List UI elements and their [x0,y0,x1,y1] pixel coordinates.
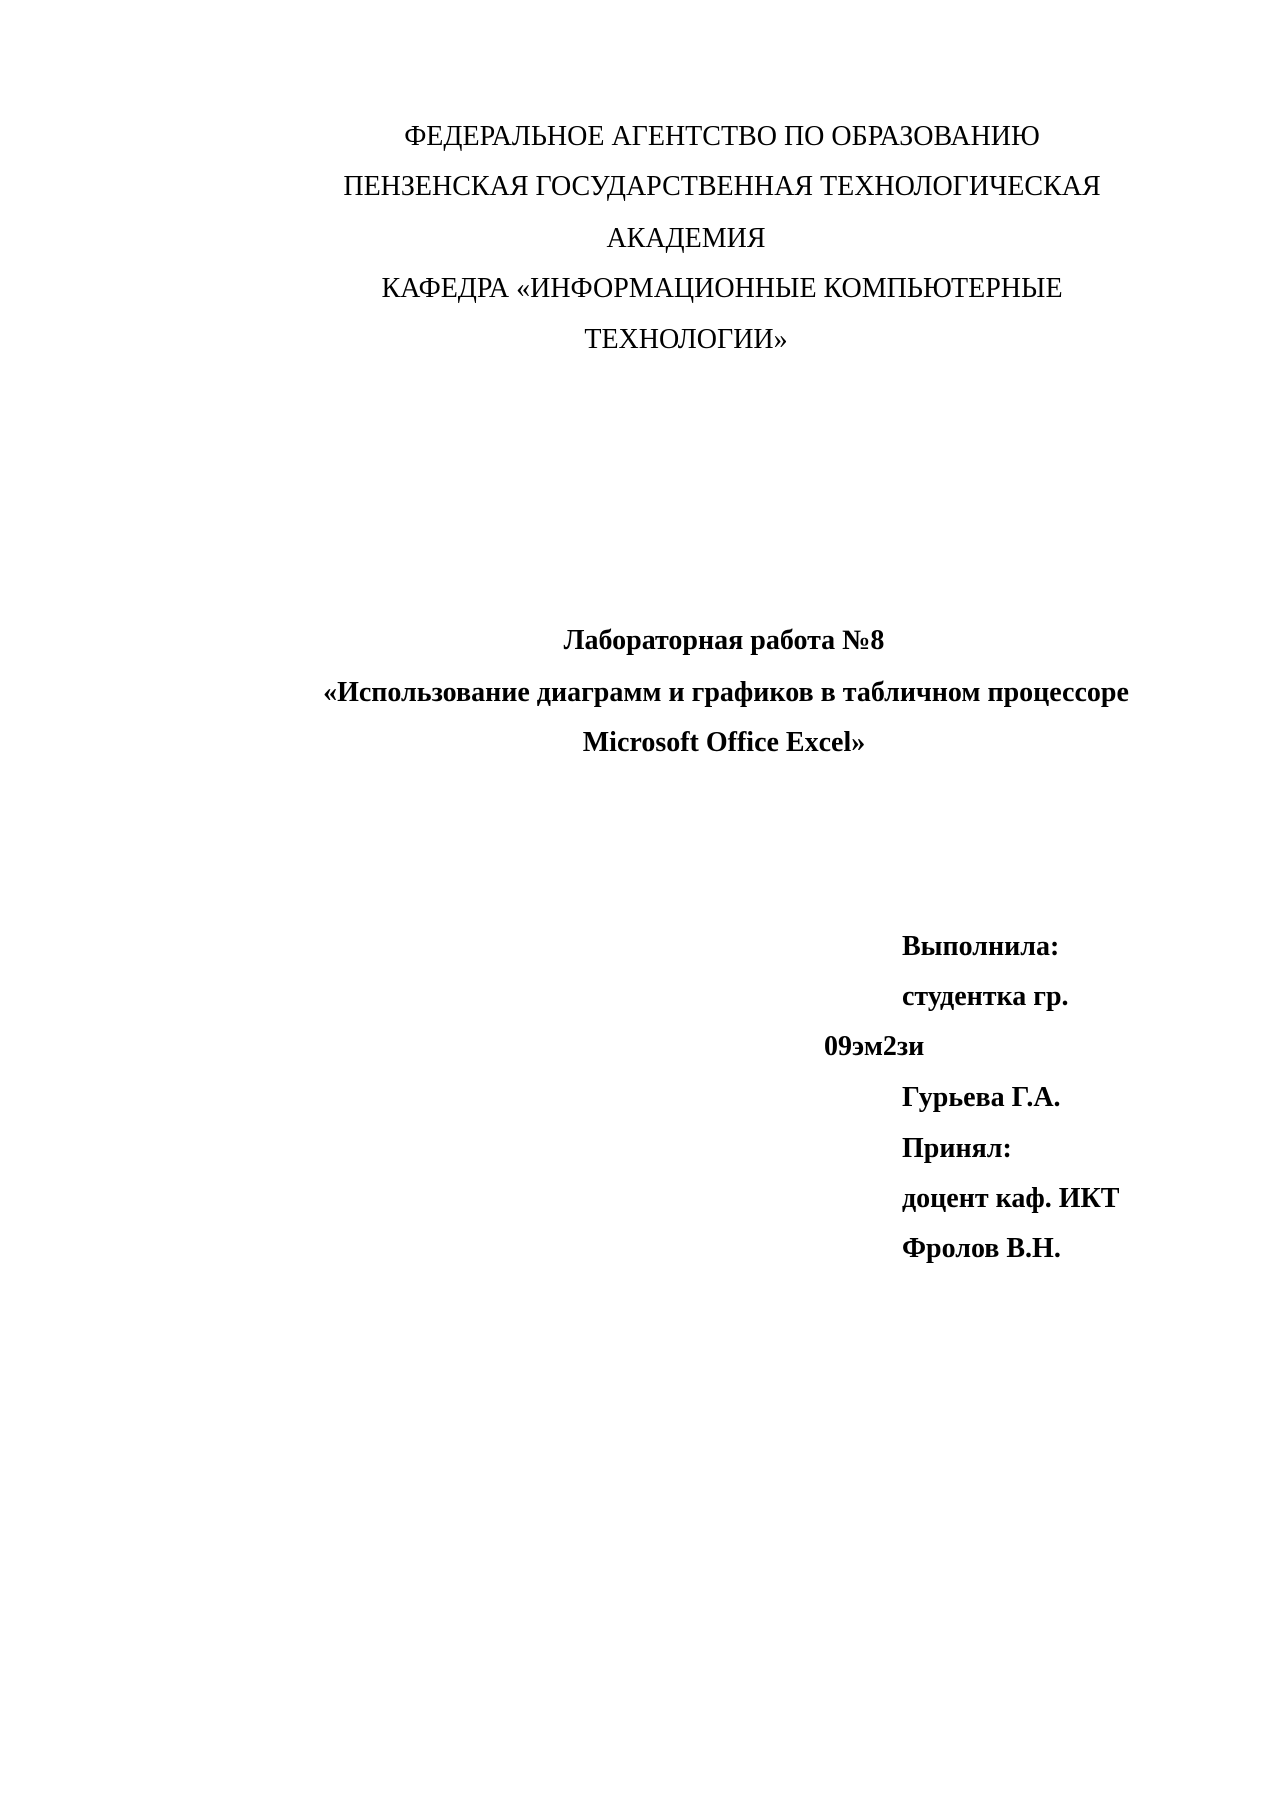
header-academy-line1: ПЕНЗЕНСКАЯ ГОСУДАРСТВЕННАЯ ТЕХНОЛОГИЧЕСКАЯ [343,171,1101,202]
student-name: Гурьева Г.А. [902,1082,1061,1113]
header-department-line2: ТЕХНОЛОГИИ» [584,324,788,355]
student-group-label: студентка гр. [902,981,1069,1012]
lab-work-number: Лабораторная работа №8 [563,625,885,656]
header-department-line1: КАФЕДРА «ИНФОРМАЦИОННЫЕ КОМПЬЮТЕРНЫЕ [381,273,1063,304]
lab-work-topic-line2: Microsoft Office Excel» [582,727,866,758]
header-agency: ФЕДЕРАЛЬНОЕ АГЕНТСТВО ПО ОБРАЗОВАНИЮ [404,121,1040,152]
header-academy-line2: АКАДЕМИЯ [606,223,766,254]
teacher-name: Фролов В.Н. [902,1233,1061,1264]
teacher-position: доцент каф. ИКТ [902,1183,1120,1214]
accepted-label: Принял: [902,1133,1012,1164]
student-group: 09эм2зи [824,1031,925,1062]
performed-label: Выполнила: [902,931,1060,962]
lab-work-topic-line1: «Использование диаграмм и графиков в табличном процессоре [323,677,1129,708]
